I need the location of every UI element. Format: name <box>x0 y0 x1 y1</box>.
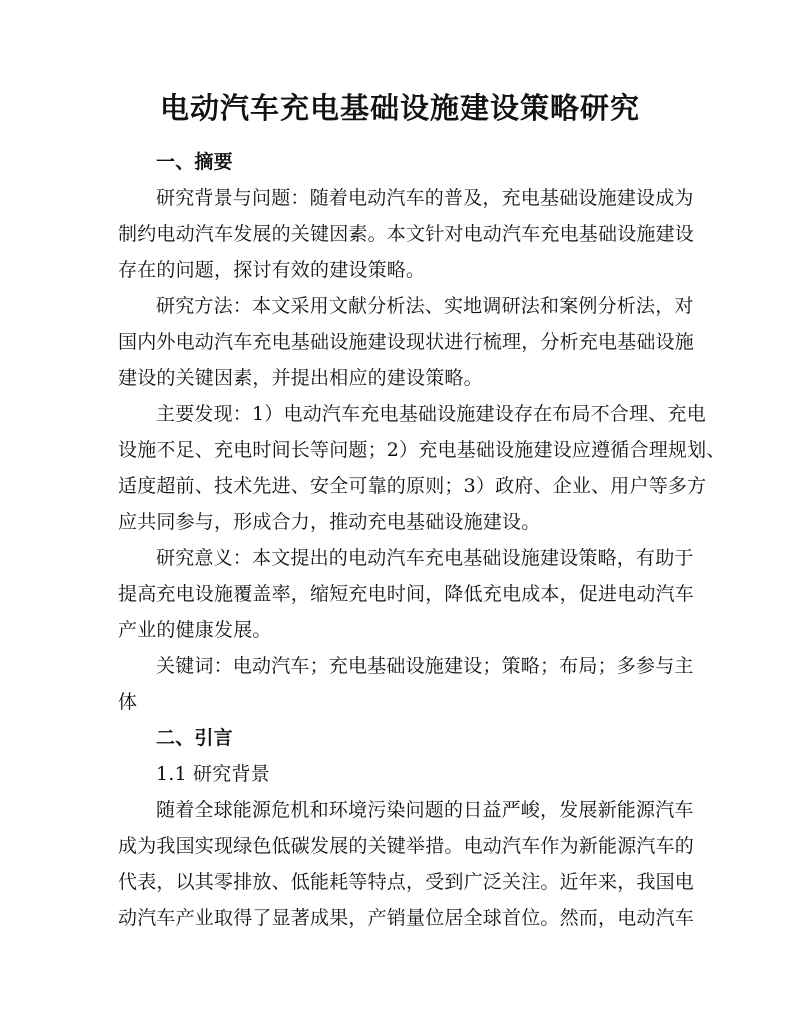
paragraph-line: 建设的关键因素，并提出相应的建设策略。 <box>118 367 483 389</box>
page-title: 电动汽车充电基础设施建设策略研究 <box>159 91 640 125</box>
keywords-line: 关键词：电动汽车；充电基础设施建设；策略；布局；多参与主 <box>156 655 694 677</box>
paragraph-line: 研究方法：本文采用文献分析法、实地调研法和案例分析法，对 <box>156 295 694 317</box>
keywords-line: 体 <box>118 691 138 713</box>
paragraph-line: 制约电动汽车发展的关键因素。本文针对电动汽车充电基础设施建设 <box>118 223 695 245</box>
paragraph-line: 研究背景与问题：随着电动汽车的普及，充电基础设施建设成为 <box>156 187 694 209</box>
section-heading-abstract: 一、摘要 <box>156 151 233 173</box>
paragraph-line: 代表，以其零排放、低能耗等特点，受到广泛关注。近年来，我国电 <box>118 871 695 893</box>
paragraph-line: 动汽车产业取得了显著成果，产销量位居全球首位。然而，电动汽车 <box>118 907 695 929</box>
subsection-heading-background: 1.1 研究背景 <box>156 763 270 785</box>
paragraph-line: 适度超前、技术先进、安全可靠的原则；3）政府、企业、用户等多方 <box>118 475 707 497</box>
section-heading-introduction: 二、引言 <box>156 727 233 749</box>
paragraph-line: 成为我国实现绿色低碳发展的关键举措。电动汽车作为新能源汽车的 <box>118 835 695 857</box>
paragraph-line: 研究意义：本文提出的电动汽车充电基础设施建设策略，有助于 <box>156 547 694 569</box>
paragraph-line: 随着全球能源危机和环境污染问题的日益严峻，发展新能源汽车 <box>156 799 694 821</box>
paragraph-line: 产业的健康发展。 <box>118 619 272 641</box>
paragraph-line: 提高充电设施覆盖率，缩短充电时间，降低充电成本，促进电动汽车 <box>118 583 695 605</box>
paragraph-line: 设施不足、充电时间长等问题；2）充电基础设施建设应遵循合理规划、 <box>118 439 726 461</box>
paragraph-line: 应共同参与，形成合力，推动充电基础设施建设。 <box>118 511 541 533</box>
paragraph-line: 国内外电动汽车充电基础设施建设现状进行梳理，分析充电基础设施 <box>118 331 695 353</box>
paragraph-line: 存在的问题，探讨有效的建设策略。 <box>118 259 426 281</box>
paragraph-line: 主要发现：1）电动汽车充电基础设施建设存在布局不合理、充电 <box>156 403 706 425</box>
